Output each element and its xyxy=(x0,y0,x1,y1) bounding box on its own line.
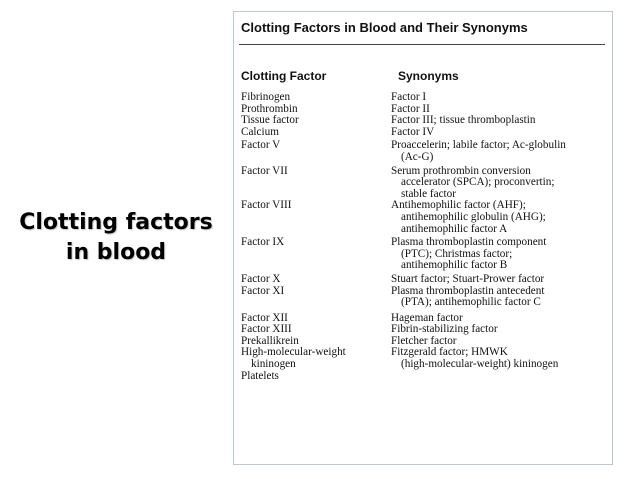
side-title-line-1: Clotting factors xyxy=(19,210,213,235)
synonym-text: Plasma thromboplastin component xyxy=(391,236,547,249)
column-header-factor: Clotting Factor xyxy=(241,69,327,83)
table-row xyxy=(234,347,614,370)
table-row xyxy=(234,371,614,383)
synonym-text: accelerator (SPCA); proconvertin; xyxy=(401,176,555,189)
synonym-text: Serum prothrombin conversion xyxy=(391,164,531,177)
factor-cell xyxy=(234,371,391,383)
factor-text: Fibrinogen xyxy=(241,91,291,103)
synonym-text: antihemophilic globulin (AHG); xyxy=(401,210,546,223)
table-row xyxy=(234,140,614,163)
table-row xyxy=(234,237,614,272)
synonyms-cell xyxy=(391,140,609,163)
table-title-rule xyxy=(239,44,605,45)
synonym-text: Factor II xyxy=(391,102,430,115)
factor-cell xyxy=(234,200,391,235)
factor-cell xyxy=(234,274,391,286)
synonym-text: Factor IV xyxy=(391,125,435,138)
factor-text: kininogen xyxy=(251,358,296,371)
factor-cell xyxy=(234,286,391,309)
table-row xyxy=(234,166,614,201)
factor-cell xyxy=(234,140,391,163)
synonyms-cell xyxy=(391,166,609,201)
synonyms-cell xyxy=(391,92,609,104)
factor-text: Factor V xyxy=(241,139,281,152)
synonyms-cell xyxy=(391,371,609,383)
synonyms-cell xyxy=(391,200,609,235)
synonym-text: antihemophilic factor A xyxy=(401,222,508,235)
factor-text: High-molecular-weight xyxy=(241,346,346,359)
synonyms-cell xyxy=(391,274,609,286)
factor-cell xyxy=(234,347,391,370)
side-title xyxy=(0,208,232,268)
synonym-text: Proaccelerin; labile factor; Ac-globulin xyxy=(391,139,566,152)
factor-text: Factor XIII xyxy=(241,323,292,336)
factor-text: Factor XII xyxy=(241,311,288,324)
factor-text: Tissue factor xyxy=(241,114,299,127)
factor-text: Factor X xyxy=(241,272,281,285)
synonym-text: Factor I xyxy=(391,91,427,103)
synonyms-cell xyxy=(391,127,609,139)
synonyms-cell xyxy=(391,237,609,272)
synonym-text: stable factor xyxy=(401,187,456,200)
table-row xyxy=(234,92,614,104)
factor-text: Platelets xyxy=(241,369,279,382)
factor-text: Factor XI xyxy=(241,284,285,297)
factor-text: Factor VIII xyxy=(241,199,292,212)
table-row xyxy=(234,127,614,139)
synonym-text: Factor III; tissue thromboplastin xyxy=(391,114,536,127)
clotting-factors-table xyxy=(233,11,613,465)
synonym-text: Plasma thromboplastin antecedent xyxy=(391,284,545,297)
factor-cell xyxy=(234,92,391,104)
factor-cell xyxy=(234,127,391,139)
factor-text: Factor IX xyxy=(241,236,285,249)
synonym-text: Hageman factor xyxy=(391,311,463,324)
factor-cell xyxy=(234,237,391,272)
synonym-text: (PTC); Christmas factor; xyxy=(401,247,513,260)
factor-cell xyxy=(234,166,391,201)
factor-text: Factor VII xyxy=(241,164,288,177)
synonym-text: antihemophilic factor B xyxy=(401,259,508,272)
table-row xyxy=(234,286,614,309)
synonym-text: (PTA); antihemophilic factor C xyxy=(401,296,541,309)
factor-text: Prekallikrein xyxy=(241,334,299,347)
synonym-text: (high-molecular-weight) kininogen xyxy=(401,358,559,371)
synonym-text: Stuart factor; Stuart-Prower factor xyxy=(391,272,545,285)
factor-text: Calcium xyxy=(241,125,279,138)
table-title: Clotting Factors in Blood and Their Synonyms xyxy=(241,20,528,35)
factor-text: Prothrombin xyxy=(241,102,298,115)
table-row xyxy=(234,200,614,235)
synonyms-cell xyxy=(391,347,609,370)
synonym-text: Fibrin-stabilizing factor xyxy=(391,323,498,336)
side-title-line-2: in blood xyxy=(65,240,167,265)
synonym-text: Fitzgerald factor; HMWK xyxy=(391,346,508,359)
synonym-text: Fletcher factor xyxy=(391,334,457,347)
table-row xyxy=(234,274,614,286)
column-header-synonyms: Synonyms xyxy=(398,69,459,83)
synonyms-cell xyxy=(391,286,609,309)
table-body xyxy=(234,92,614,382)
synonym-text: (Ac-G) xyxy=(401,150,434,163)
synonym-text: Antihemophilic factor (AHF); xyxy=(391,199,526,212)
